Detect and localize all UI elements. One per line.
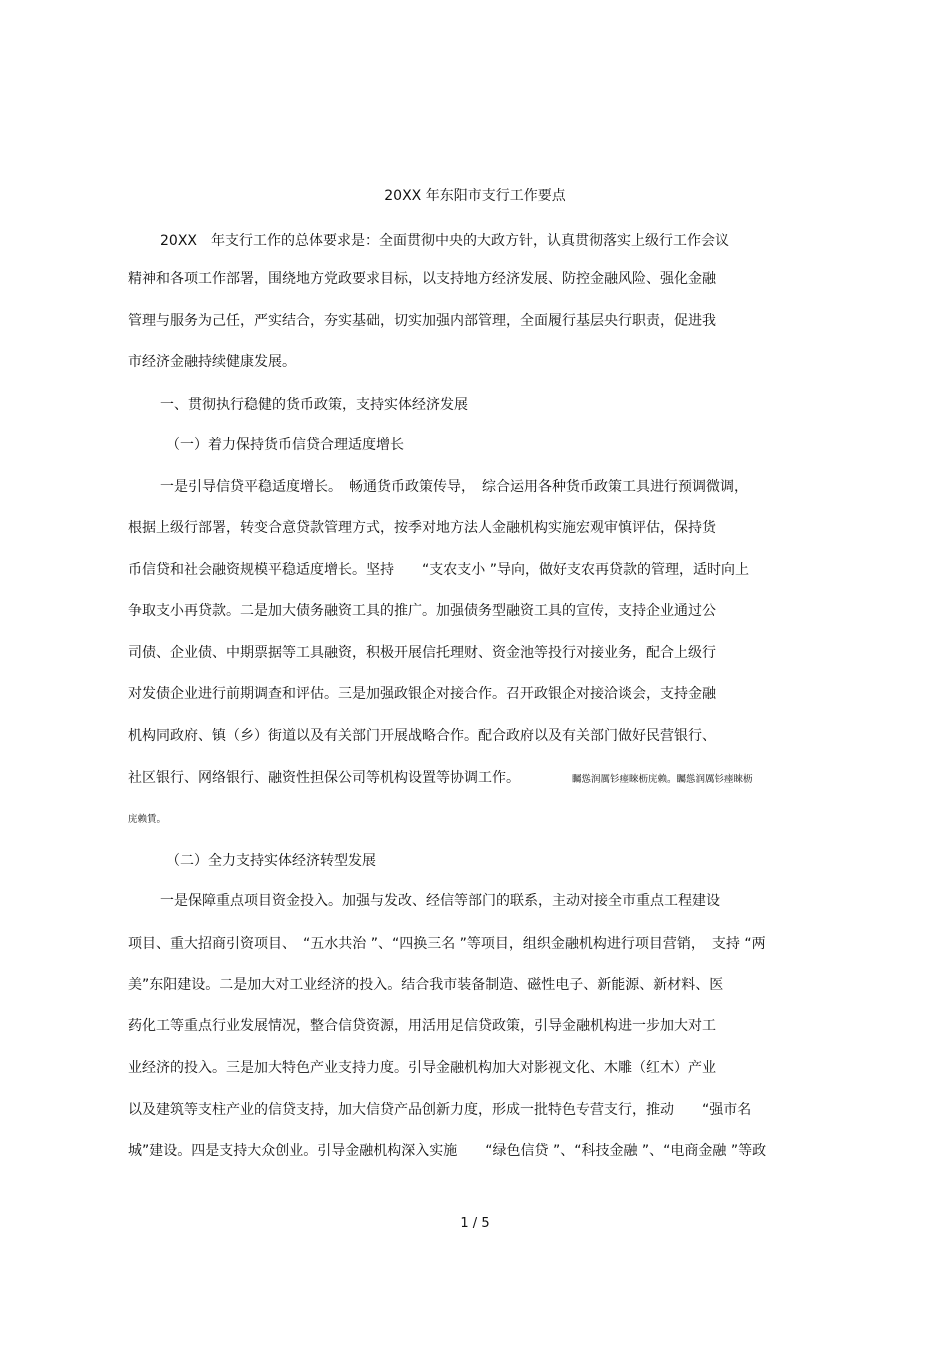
paragraph-line: 一是保障重点项目资金投入。加强与发改、经信等部门的联系，主动对接全市重点工程建设: [160, 893, 720, 909]
paragraph-line: 城”建设。四是支持大众创业。引导金融机构深入实施 “绿色信贷 ”、“科技金融 ”、“电商金融 ”等政: [128, 1143, 767, 1159]
paragraph-line: 司债、企业债、中期票据等工具融资，积极开展信托理财、资金池等投行对接业务，配合上级行: [128, 645, 716, 661]
subsection-heading: （一）着力保持货币信贷合理适度增长: [166, 437, 404, 453]
paragraph-line-with-garble: [128, 768, 830, 790]
paragraph-line: 对发债企业进行前期调查和评估。三是加强政银企对接合作。召开政银企对接洽谈会，支持金融: [128, 686, 716, 702]
paragraph-line: 业经济的投入。三是加大特色产业支持力度。引导金融机构加大对影视文化、木雕（红木）产业: [128, 1060, 716, 1076]
paragraph-line: 一是引导信贷平稳适度增长。 畅通货币政策传导， 综合运用各种货币政策工具进行预调微调，: [160, 479, 748, 495]
document-title: 20XX 年东阳市支行工作要点: [384, 188, 566, 204]
paragraph-line: 机构同政府、镇（乡）街道以及有关部门开展战略合作。配合政府以及有关部门做好民营银行、: [128, 728, 716, 744]
page-number: 1 / 5: [460, 1216, 490, 1231]
paragraph-line: 项目、重大招商引资项目、 “五水共治 ”、“四换三名 ”等项目，组织金融机构进行项目营销， 支持 “两: [128, 936, 766, 952]
paragraph-line: 争取支小再贷款。二是加大债务融资工具的推广。加强债务型融资工具的宣传，支持企业通过公: [128, 603, 716, 619]
paragraph-line: 币信贷和社会融资规模平稳适度增长。坚持 “支农支小 ”导向，做好支农再贷款的管理，适时向上: [128, 562, 749, 578]
garbled-text: 矚慫润厲钐瘗睞枥庑赖。矚慫润厲钐瘗睞枥: [572, 774, 753, 785]
garbled-text-line: 庑赖賃。: [128, 814, 167, 825]
paragraph-line: 以及建筑等支柱产业的信贷支持，加大信贷产品创新力度，形成一批特色专营支行，推动 “强市名: [128, 1102, 752, 1118]
paragraph-text: 社区银行、网络银行、融资性担保公司等机构设置等协调工作。: [128, 770, 520, 786]
paragraph-line: 管理与服务为己任，严实结合，夯实基础，切实加强内部管理，全面履行基层央行职责，促进我: [128, 313, 716, 329]
section-heading: 一、贯彻执行稳健的货币政策，支持实体经济发展: [160, 397, 468, 413]
subsection-heading: （二）全力支持实体经济转型发展: [166, 853, 376, 869]
paragraph-line: 20XX 年支行工作的总体要求是：全面贯彻中央的大政方针，认真贯彻落实上级行工作会议: [160, 233, 729, 249]
paragraph-line: 美”东阳建设。二是加大对工业经济的投入。结合我市装备制造、磁性电子、新能源、新材料、医: [128, 977, 724, 993]
paragraph-line: 根据上级行部署，转变合意贷款管理方式，按季对地方法人金融机构实施宏观审慎评估，保持货: [128, 520, 716, 536]
paragraph-line: 精神和各项工作部署，围绕地方党政要求目标，以支持地方经济发展、防控金融风险、强化金融: [128, 271, 716, 287]
paragraph-line: 药化工等重点行业发展情况，整合信贷资源，用活用足信贷政策，引导金融机构进一步加大对工: [128, 1018, 716, 1034]
paragraph-line: 市经济金融持续健康发展。: [128, 354, 296, 370]
